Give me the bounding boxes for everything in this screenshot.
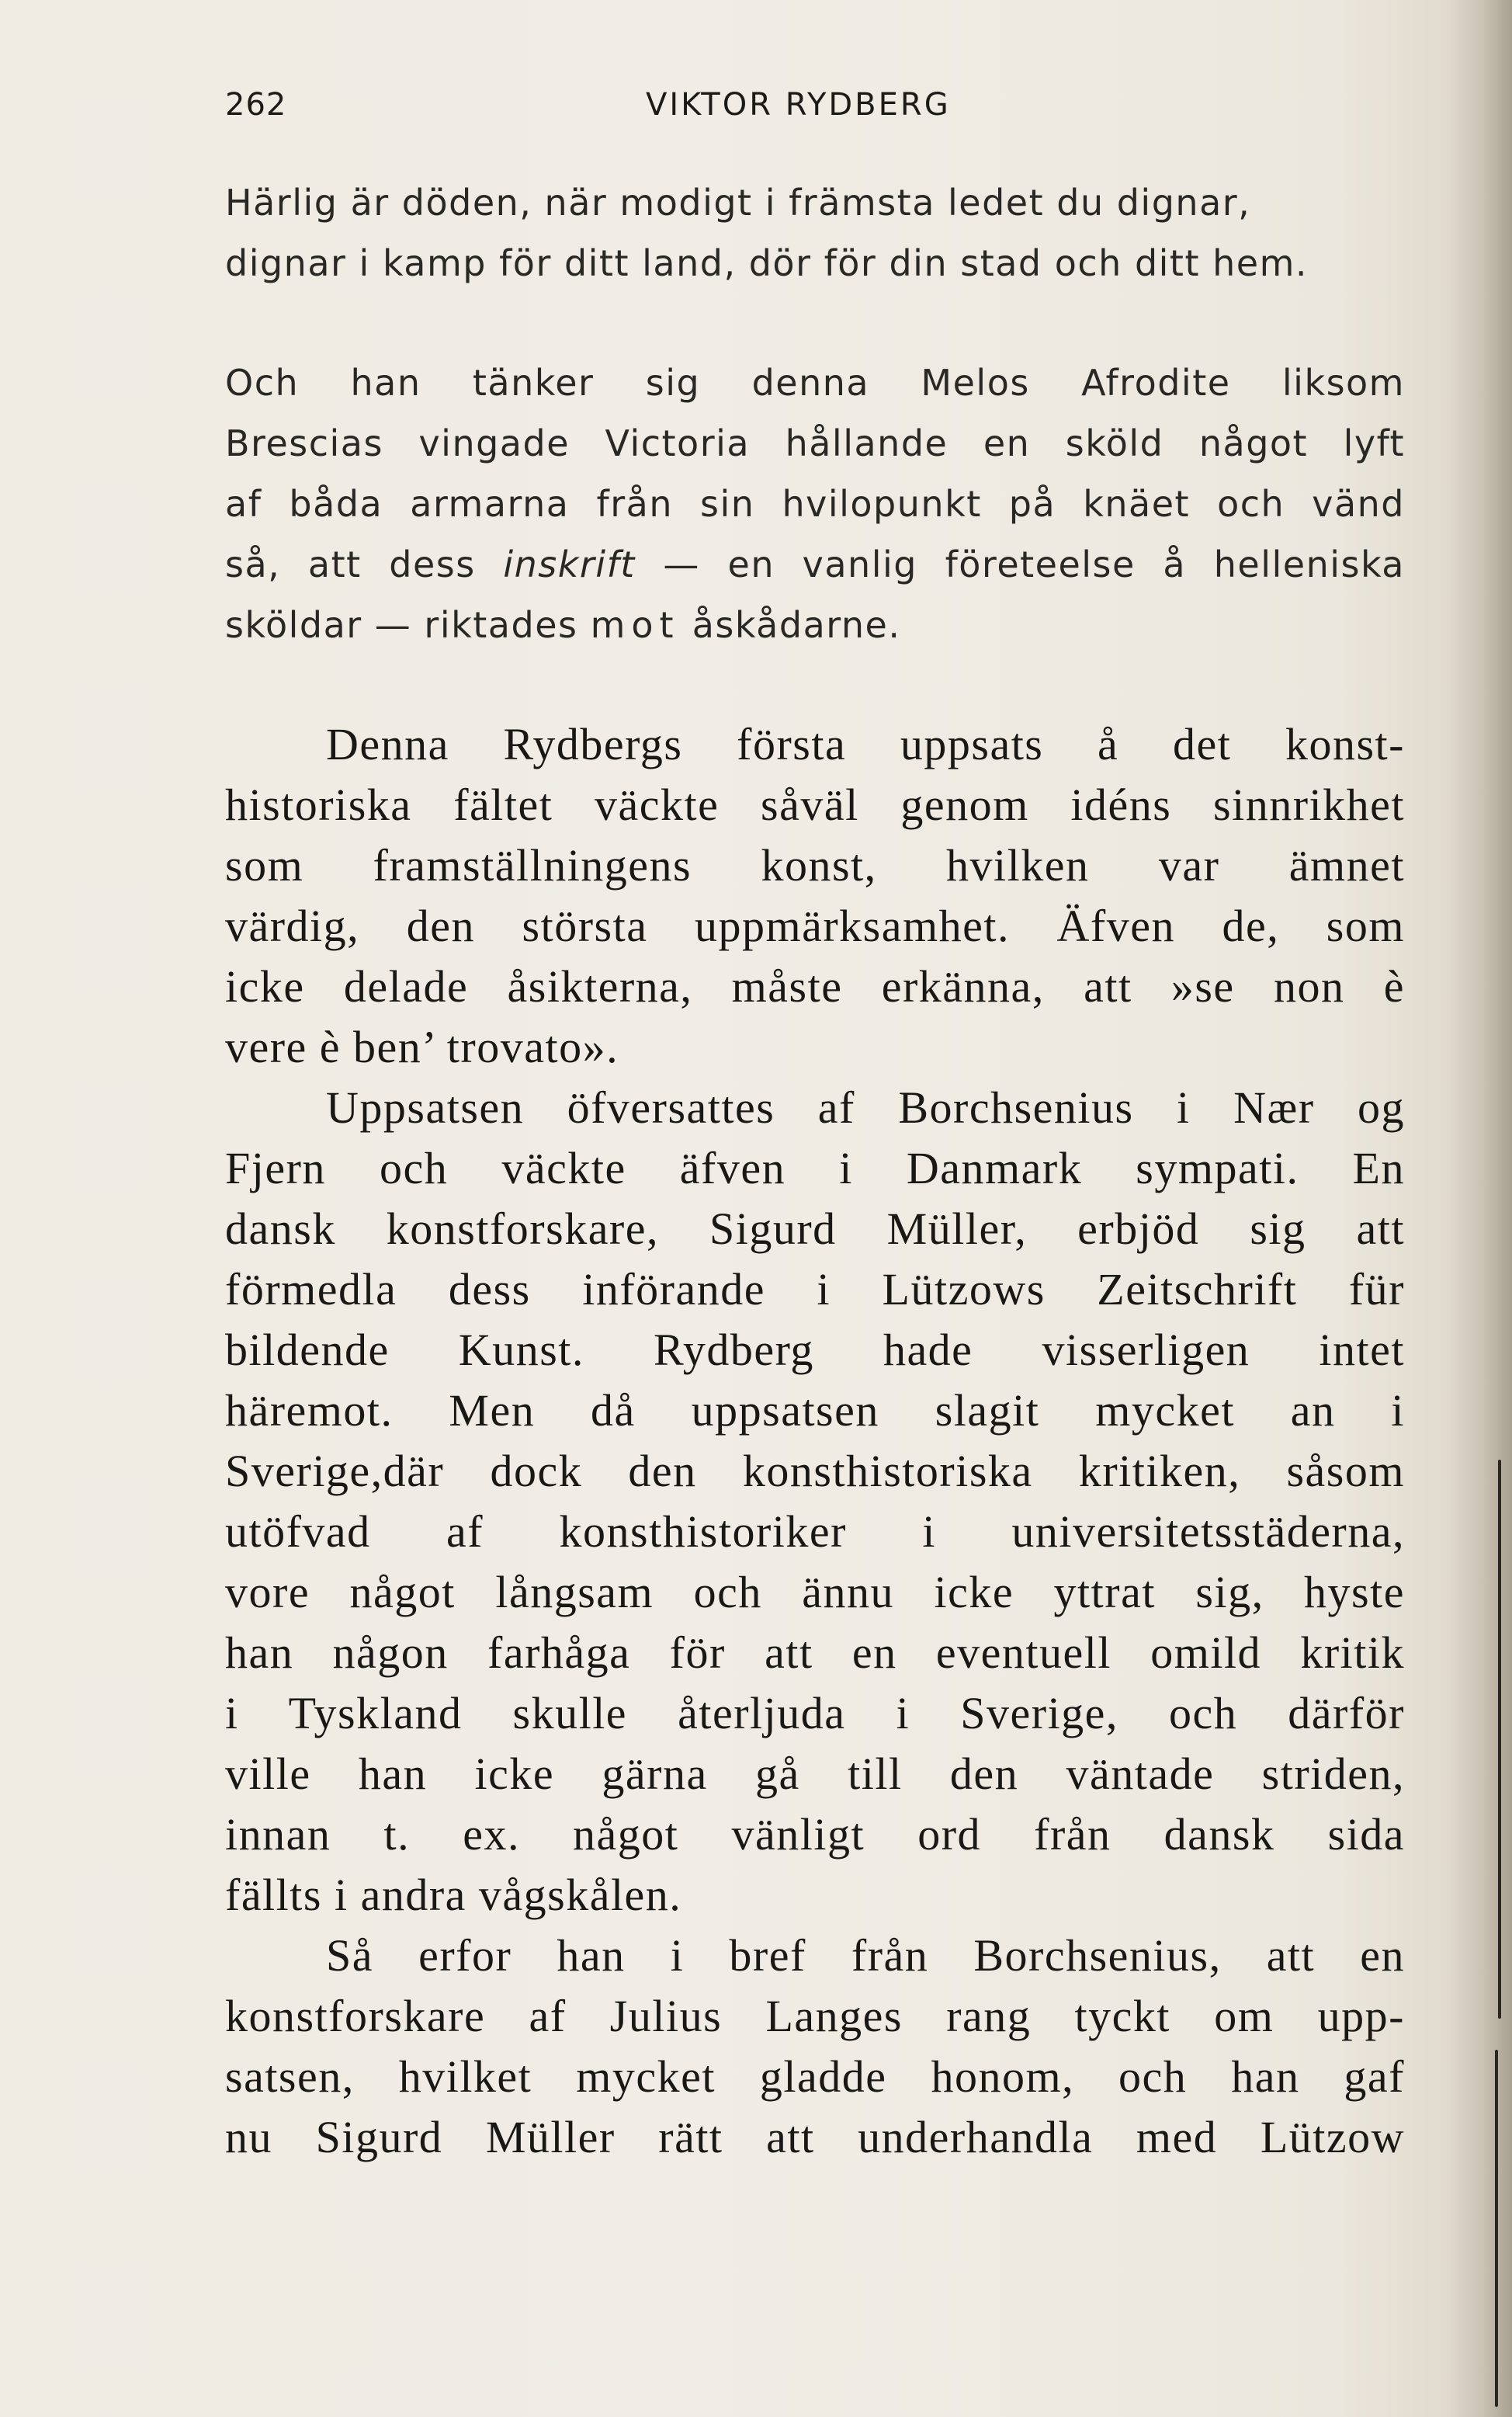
paragraph-line: vore något långsam och ännu icke yttrat sig, hyste xyxy=(225,1567,1405,1617)
paragraph-line: Denna Rydbergs första uppsats å det konst- xyxy=(326,719,1405,769)
quote-text: — en vanlig företeelse å helleniska xyxy=(635,543,1405,585)
page-edge-line xyxy=(1498,1460,1501,2019)
paragraph-line: konstforskare af Julius Langes rang tyckt om upp- xyxy=(225,1991,1405,2041)
verse-line: Härlig är döden, när modigt i främsta ledet du dignar, xyxy=(225,182,1251,224)
quote-text: sköldar — riktades xyxy=(225,604,591,646)
paragraph-line: Fjern och väckte äfven i Danmark sympati. En xyxy=(225,1143,1405,1193)
paragraph-line: utöfvad af konsthistoriker i universitetsstäderna, xyxy=(225,1506,1405,1557)
page-edge-line xyxy=(1495,2050,1498,2407)
quote-text: åskådarne. xyxy=(679,604,901,646)
running-head xyxy=(225,87,1403,134)
paragraph-line: vere è ben’ trovato». xyxy=(225,1022,619,1072)
spaced-word: mot xyxy=(590,604,680,646)
verse-line: dignar i kamp för ditt land, dör för din stad och ditt hem. xyxy=(225,242,1309,284)
verse-quotation xyxy=(225,172,1405,293)
quote-text: så, att dess xyxy=(225,543,504,585)
quote-line xyxy=(225,534,1405,595)
paragraph-line: Uppsatsen öfversattes af Borchsenius i Nær og xyxy=(326,1082,1405,1133)
paragraph-line: Så erfor han i bref från Borchsenius, att en xyxy=(326,1930,1405,1981)
page-edge-shadow xyxy=(1450,0,1512,2417)
paragraph-line: häremot. Men då uppsatsen slagit mycket an i xyxy=(225,1385,1405,1436)
paragraph-line: värdig, den största uppmärksamhet. Äfven de, som xyxy=(225,901,1405,951)
quote-text: af båda armarna från sin hvilopunkt på knäet och vänd xyxy=(225,483,1405,525)
paragraph-line: dansk konstforskare, Sigurd Müller, erbjöd sig att xyxy=(225,1203,1405,1254)
paragraph-line: ville han icke gärna gå till den väntade striden, xyxy=(225,1749,1405,1799)
paragraph-line: Sverige,där dock den konsthistoriska kritiken, såsom xyxy=(225,1446,1405,1496)
paragraph-line: i Tyskland skulle återljuda i Sverige, och därför xyxy=(225,1688,1405,1738)
quote-text: Brescias vingade Victoria hållande en sköld något lyft xyxy=(225,422,1405,464)
paragraph-line: han någon farhåga för att en eventuell omild kritik xyxy=(225,1627,1405,1678)
quote-text: Och han tänker sig denna Melos Afrodite liksom xyxy=(225,362,1405,404)
paragraph-line: innan t. ex. något vänligt ord från dansk sida xyxy=(225,1809,1405,1860)
paragraph-line: satsen, hvilket mycket gladde honom, och han gaf xyxy=(225,2051,1405,2102)
paragraph-line: icke delade åsikterna, måste erkänna, att »se non è xyxy=(225,961,1405,1012)
paragraph-line: historiska fältet väckte såväl genom idéns sinnrikhet xyxy=(225,780,1405,830)
paragraph-line: nu Sigurd Müller rätt att underhandla med Lützow xyxy=(225,2112,1405,2162)
body-text xyxy=(225,714,1405,2168)
paragraph-line: fällts i andra vågskålen. xyxy=(225,1870,682,1920)
running-title: VIKTOR RYDBERG xyxy=(646,87,951,123)
paragraph-line: bildende Kunst. Rydberg hade visserligen intet xyxy=(225,1325,1405,1375)
paragraph-line: förmedla dess införande i Lützows Zeitschrift für xyxy=(225,1264,1405,1314)
quote-line xyxy=(225,413,1405,474)
quote-line xyxy=(225,352,1405,413)
page-number: 262 xyxy=(225,87,287,123)
quoted-paragraph xyxy=(225,352,1405,655)
quote-line xyxy=(225,595,1405,655)
quote-line xyxy=(225,474,1405,534)
italic-word: inskrift xyxy=(503,543,636,585)
paragraph-line: som framställningens konst, hvilken var ämnet xyxy=(225,840,1405,891)
